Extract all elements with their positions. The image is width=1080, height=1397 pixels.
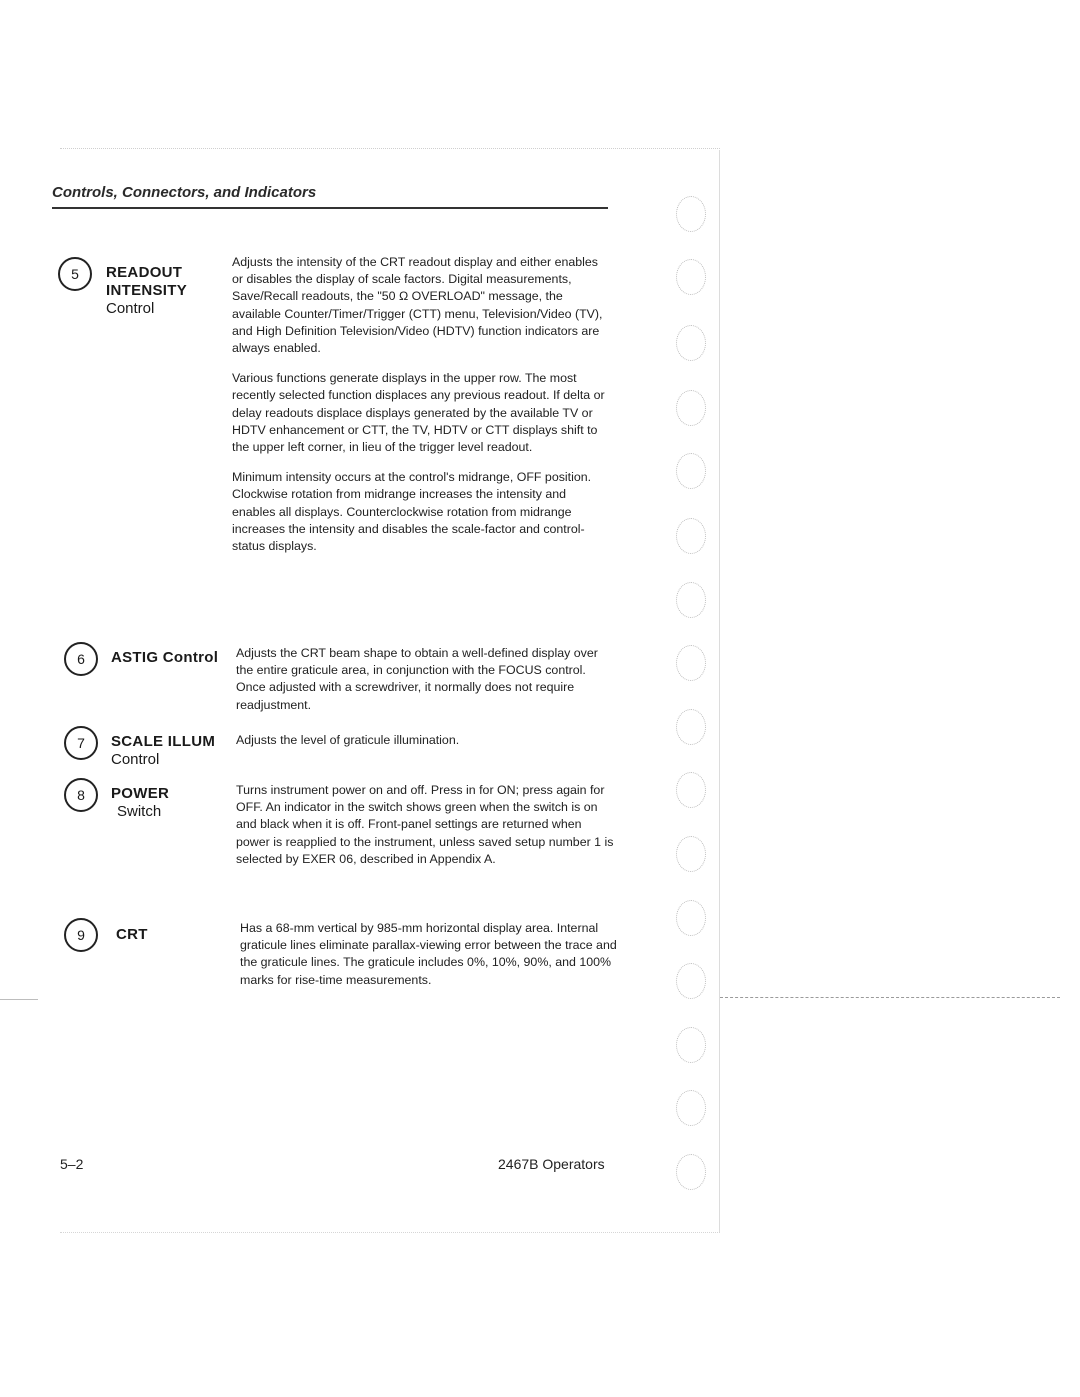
manual-title: 2467B Operators [498,1156,605,1172]
scan-edge-bottom [60,1232,720,1233]
page-number: 5–2 [60,1156,84,1172]
paragraph: Adjusts the level of graticule illumination. [236,733,460,747]
item-number-badge: 5 [58,257,92,291]
item-label-crt [116,926,148,944]
scan-edge-top [60,148,720,149]
item-number-badge: 6 [64,642,98,676]
paragraph: Various functions generate displays in the upper row. The most recently selected function displaces any previous readout. If delta or delay readouts displace displays generated by the available TV or HDTV enhancement or CTT, the TV, HDTV or CTT displays shift to the upper left corner, in lieu of the trigger level readout. [232,371,605,455]
item-description-power [236,782,616,881]
binder-hole [676,582,706,618]
binder-hole [676,259,706,295]
header-rule [52,207,608,209]
item-description-crt [240,920,620,1002]
binder-hole [676,518,706,554]
item-label-astig [111,649,218,667]
item-label-readout-intensity [106,264,187,318]
item-description-scale-illum [236,732,616,762]
item-label-scale-illum [111,733,215,769]
paragraph: Adjusts the CRT beam shape to obtain a well-defined display over the entire graticule area, in conjunction with the FOCUS control. Once adjusted with a screwdriver, it normally does not require readjustment. [236,646,598,712]
binder-hole [676,963,706,999]
label-sub: Switch [117,803,162,820]
binder-hole [676,325,706,361]
label-sub: Control [111,751,160,768]
binder-hole [676,772,706,808]
label-main-line: READOUT [106,264,183,281]
label-main-line: INTENSITY [106,282,188,299]
item-description-astig [236,645,616,727]
paragraph: Minimum intensity occurs at the control's midrange, OFF position. Clockwise rotation from midrange increases the intensity and enables all displays. Counterclockwise rotation from midrange increases the intensity and disables the scale-factor and control-status displays. [232,470,592,554]
binder-hole [676,453,706,489]
binder-hole [676,836,706,872]
binder-hole [676,645,706,681]
binder-hole [676,1090,706,1126]
binder-hole [676,1027,706,1063]
binder-hole [676,390,706,426]
label-main-line: ASTIG Control [111,649,219,666]
item-description-readout-intensity [232,254,612,568]
item-number-badge: 7 [64,726,98,760]
binder-hole [676,900,706,936]
binder-hole [676,196,706,232]
paragraph: Turns instrument power on and off. Press in for ON; press again for OFF. An indicator in the switch shows green when the switch is on and black when it is off. Front-panel settings are returned when power is reapplied to the instrument, unless saved setup number 1 is selected by EXER 06, described in Appendix A. [236,783,614,866]
item-label-power [111,785,169,821]
label-main-line: CRT [116,926,148,943]
section-header: Controls, Connectors, and Indicators [52,184,317,201]
label-sub: Control [106,300,155,317]
paragraph: Adjusts the intensity of the CRT readout display and either enables or disables the display of scale factors. Digital measurements, Save/Recall readouts, the "50 Ω OVERLOAD" message, the available Counter/Timer/Trigger (CTT) menu, Television/Video (TV), and High Definition Television/Video (HDTV) function indicators are always enabled. [232,255,603,356]
binder-hole [676,1154,706,1190]
item-number-badge: 8 [64,778,98,812]
label-main-line: POWER [111,785,170,802]
label-main-line: SCALE ILLUM [111,733,216,750]
item-number-badge: 9 [64,918,98,952]
scan-artifact-line-left [0,999,38,1000]
scan-artifact-line [720,997,1060,998]
paragraph: Has a 68-mm vertical by 985-mm horizontal display area. Internal graticule lines eliminate parallax-viewing error between the trace and the graticule lines. The graticule includes 0%, 10%, 90%, and 100% marks for rise-time measurements. [240,921,617,987]
binding-edge-line [719,150,720,1232]
binder-hole [676,709,706,745]
